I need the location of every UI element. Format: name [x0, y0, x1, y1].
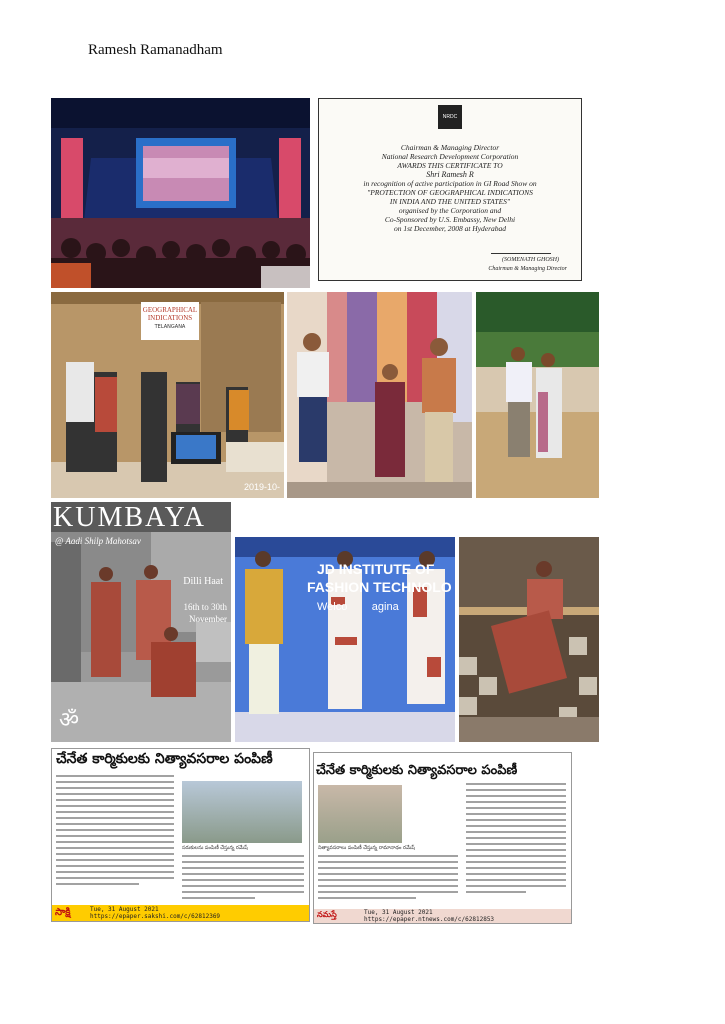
- stall-banner: [141, 302, 199, 340]
- auditorium-scene: [51, 98, 310, 288]
- couple-photo: [476, 292, 599, 498]
- cert-signatory: (SOMENATH GHOSH): [502, 257, 559, 263]
- cert-line: organised by the Corporation and: [398, 206, 502, 215]
- kumbaya-logo-icon: ॐ: [59, 708, 80, 733]
- model-scene: [459, 537, 599, 742]
- stall-banner-sub: TELANGANA: [154, 324, 186, 330]
- cert-line: IN INDIA AND THE UNITED STATES": [389, 197, 511, 206]
- signature: [491, 241, 551, 254]
- news-date: Tue, 31 August 2021: [364, 909, 433, 916]
- fashion-runway-photo: [235, 537, 455, 742]
- runway-banner-line3: Welco agina: [317, 601, 399, 613]
- cert-recipient: Shri Ramesh R: [426, 170, 474, 179]
- couple-scene: [476, 292, 599, 498]
- news-photo: [182, 781, 302, 843]
- certificate: [318, 98, 582, 281]
- cert-line: Chairman & Managing Director: [400, 143, 500, 152]
- news-photo-caption: నిత్యావసరాలు పంపిణీ చేస్తున్న రామానాథం రమేష్: [318, 845, 415, 851]
- news-photo-caption: సరుకులను పంపిణీ చేస్తున్న రమేష్: [182, 845, 248, 851]
- news-url[interactable]: https://epaper.ntnews.com/c/62812853: [364, 916, 495, 923]
- news-headline: చేనేత కార్మికులకు నిత్యావసరాల పంపిణీ: [56, 751, 273, 767]
- masthead-sakshi: సాక్షి: [55, 907, 71, 918]
- photo-date-stamp: 2019-10-: [243, 482, 280, 492]
- gi-stall-photo: [51, 292, 284, 498]
- nrdc-logo: NRDC: [438, 105, 462, 129]
- auditorium-photo: [51, 98, 310, 288]
- kumbaya-venue: Dilli Haat: [183, 576, 223, 587]
- news-body-text: [318, 855, 458, 903]
- kumbaya-dates: 16th to 30th: [183, 602, 227, 612]
- author-name: Ramesh Ramanadham: [88, 42, 223, 58]
- kumbaya-title: KUMBAYA: [53, 502, 207, 533]
- cert-line: on 1st December, 2008 at Hyderabad: [393, 224, 507, 233]
- news-footer-bar: [52, 905, 309, 921]
- cert-line: "PROTECTION OF GEOGRAPHICAL INDICATIONS: [367, 188, 533, 197]
- news-body-text-2: [466, 783, 566, 897]
- kumbaya-subtitle: @ Aadi Shilp Mahotsav: [55, 536, 141, 546]
- news-date: Tue, 31 August 2021: [90, 906, 159, 913]
- model-photo: [459, 537, 599, 742]
- news-url[interactable]: https://epaper.sakshi.com/c/62812369: [90, 913, 221, 920]
- cert-signatory-title: Chairman & Managing Director: [488, 266, 567, 272]
- cert-line: AWARDS THIS CERTIFICATE TO: [397, 161, 503, 170]
- group-scene: [287, 292, 472, 498]
- cert-line: National Research Development Corporation: [381, 152, 519, 161]
- news-photo: [318, 785, 402, 843]
- news-clipping-ntnews: [313, 752, 572, 924]
- kumbaya-month: November: [189, 614, 227, 624]
- stall-banner-title: GEOGRAPHICAL INDICATIONS: [142, 306, 198, 322]
- runway-banner-line1: JD INSTITUTE OF: [317, 561, 435, 577]
- cert-line: in recognition of active participation in GI Road Show on: [363, 179, 537, 188]
- news-clipping-sakshi: [51, 748, 310, 922]
- news-body-text-2: [182, 855, 304, 903]
- kumbaya-poster: [51, 502, 231, 742]
- news-footer-bar: [314, 909, 571, 923]
- news-body-text: [56, 775, 174, 889]
- news-headline: చేనేత కార్మికులకు నిత్యావసరాల పంపిణీ: [316, 763, 518, 778]
- cert-line: Co-Sponsored by U.S. Embassy, New Delhi: [384, 215, 516, 224]
- group-photo: [287, 292, 472, 498]
- runway-banner-line2: FASHION TECHNOLO: [307, 579, 452, 595]
- masthead-ntnews: నమస్తే: [317, 910, 337, 919]
